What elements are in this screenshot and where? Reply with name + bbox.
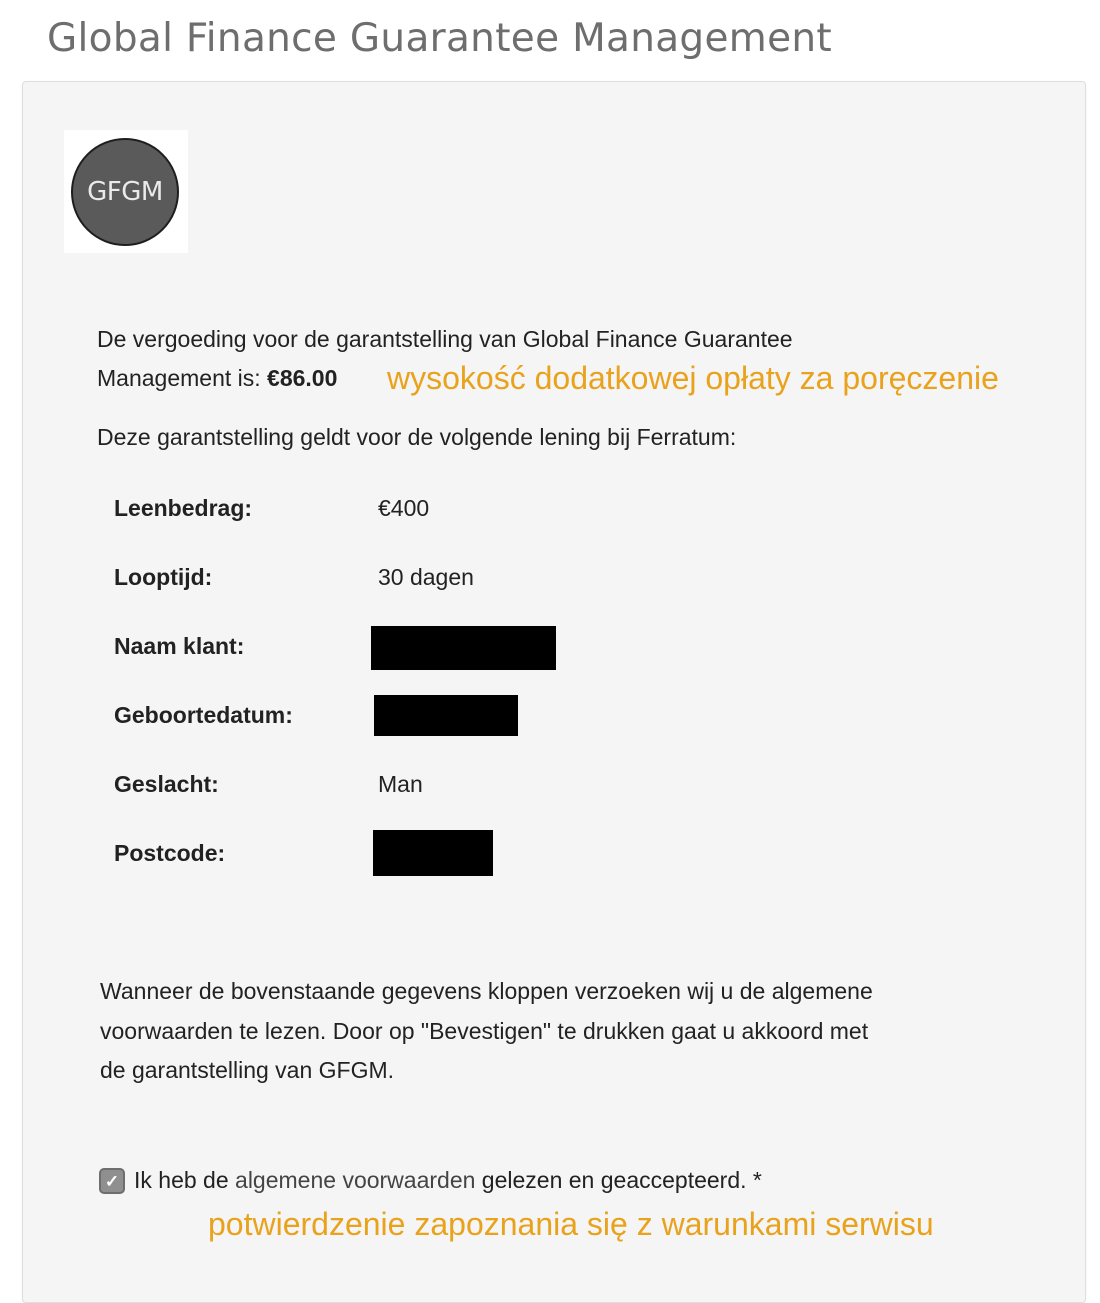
terms-link[interactable]: algemene voorwaarden [235, 1167, 476, 1193]
logo-circle [71, 138, 179, 246]
guarantee-card [22, 81, 1086, 1303]
detail-label-duration: Looptijd: [114, 564, 213, 590]
logo-text: GFGM [87, 177, 163, 207]
detail-value-loan-amount: €400 [378, 495, 430, 521]
redacted-postcode [373, 830, 493, 876]
detail-label-postcode: Postcode: [114, 840, 226, 866]
detail-value-gender: Man [378, 771, 423, 797]
terms-suffix: gelezen en geaccepteerd. * [475, 1167, 762, 1193]
page-title: Global Finance Guarantee Management [47, 16, 832, 61]
confirm-line1: Wanneer de bovenstaande gegevens kloppen verzoeken wij u de algemene [100, 978, 873, 1004]
terms-prefix: Ik heb de [134, 1167, 236, 1193]
terms-annotation: potwierdzenie zapoznania się z warunkami serwisu [208, 1206, 934, 1242]
gfgm-logo [64, 130, 188, 253]
detail-label-loan-amount: Leenbedrag: [114, 495, 253, 521]
confirm-line2: voorwaarden te lezen. Door op "Bevestigen" te drukken gaat u akkoord met [100, 1017, 869, 1044]
fee-description-line1: De vergoeding voor de garantstelling van Global Finance Guarantee [97, 326, 793, 352]
redacted-birthdate [374, 695, 518, 736]
detail-label-birthdate: Geboortedatum: [114, 702, 293, 728]
checkmark-icon: ✓ [104, 1171, 120, 1191]
terms-checkbox-label[interactable] [134, 1167, 762, 1194]
fee-amount: €86.00 [267, 365, 338, 391]
detail-label-gender: Geslacht: [114, 771, 219, 797]
fee-label: Management is: [97, 365, 268, 391]
fee-description-line2 [97, 365, 337, 392]
detail-label-customer-name: Naam klant: [114, 633, 245, 659]
confirm-line3: de garantstelling van GFGM. [100, 1057, 395, 1083]
redacted-customer-name [371, 626, 556, 670]
detail-value-duration: 30 dagen [378, 564, 474, 590]
fee-annotation: wysokość dodatkowej opłaty za poręczenie [387, 360, 999, 396]
loan-intro: Deze garantstelling geldt voor de volgende lening bij Ferratum: [97, 424, 737, 450]
confirm-instructions [100, 972, 1000, 1091]
terms-checkbox[interactable] [99, 1168, 125, 1194]
